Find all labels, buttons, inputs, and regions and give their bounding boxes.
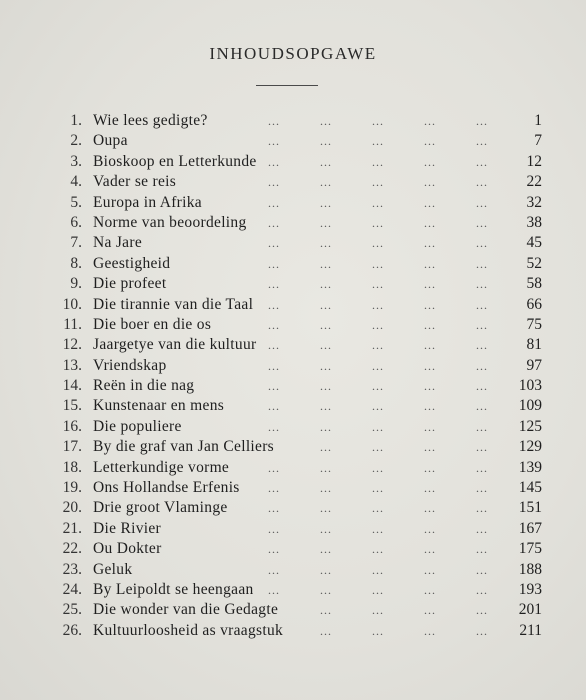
entry-page-number: 145 [518, 479, 542, 497]
toc-entry [0, 193, 586, 213]
dot-leaders: ... ... ... ... ... [268, 582, 488, 597]
entry-title: Vriendskap [93, 356, 167, 374]
dot-leaders: ... ... ... ... ... [268, 175, 488, 190]
entry-title: Ons Hollandse Erfenis [93, 479, 240, 497]
entry-title: Letterkundige vorme [93, 458, 230, 476]
dot-leaders: ... ... ... ... ... [268, 460, 488, 475]
dot-leaders: ... ... ... ... ... [268, 501, 488, 516]
dot-leaders: ... ... ... ... ... [268, 114, 488, 128]
entry-number: 21. [62, 519, 82, 537]
entry-title: Die tirannie van die Taal [93, 295, 254, 313]
entry-title: Oupa [93, 132, 128, 150]
toc-entry [0, 152, 586, 172]
dot-leaders: ... ... ... ... ... [268, 419, 488, 434]
dot-leaders: ... ... ... ... ... [268, 195, 488, 210]
entry-page-number: 45 [526, 234, 542, 252]
toc-entry [0, 498, 586, 518]
entry-number: 24. [62, 580, 82, 598]
entry-page-number: 22 [526, 173, 542, 191]
entry-page-number: 193 [518, 580, 542, 598]
page-title: INHOUDSOPGAWE [209, 44, 377, 63]
toc-entry [0, 295, 586, 315]
entry-number: 1. [70, 112, 82, 129]
entry-page-number: 103 [518, 377, 542, 395]
entry-number: 16. [62, 417, 82, 435]
entry-page-number: 109 [518, 397, 542, 415]
dot-leaders: ... ... ... ... ... [268, 277, 488, 292]
dot-leaders: ... ... ... ... [320, 603, 488, 618]
entry-number: 19. [62, 479, 82, 497]
dot-leaders: ... ... ... ... [320, 440, 488, 455]
dot-leaders: ... ... ... ... ... [268, 358, 488, 373]
dot-leaders: ... ... ... ... ... [268, 154, 488, 169]
entry-number: 5. [70, 193, 82, 211]
dot-leaders: ... ... ... ... ... [268, 256, 488, 271]
dot-leaders: ... ... ... ... ... [268, 297, 488, 312]
toc-entry [0, 335, 586, 355]
toc-entry [0, 458, 586, 478]
entry-number: 11. [63, 315, 82, 333]
dot-leaders: ... ... ... ... ... [268, 379, 488, 394]
entry-number: 9. [70, 275, 82, 293]
toc-entry [0, 580, 586, 600]
dot-leaders: ... ... ... ... ... [268, 481, 488, 496]
table-of-contents [0, 111, 586, 641]
entry-number: 17. [62, 438, 82, 456]
entry-number: 23. [62, 560, 82, 578]
entry-page-number: 58 [526, 275, 542, 293]
toc-entry [0, 172, 586, 192]
entry-number: 22. [62, 540, 82, 558]
entry-page-number: 211 [519, 621, 542, 639]
entry-title: Ou Dokter [93, 540, 162, 558]
entry-number: 18. [62, 458, 82, 476]
entry-number: 2. [70, 132, 82, 150]
entry-page-number: 125 [518, 417, 542, 435]
entry-number: 8. [70, 254, 82, 272]
entry-number: 3. [70, 152, 82, 170]
dot-leaders: ... ... ... ... ... [268, 562, 488, 577]
toc-entry [0, 111, 586, 131]
toc-entry [0, 315, 586, 335]
entry-title: By Leipoldt se heengaan [93, 580, 254, 598]
entry-page-number: 188 [518, 560, 542, 578]
toc-entry [0, 621, 586, 641]
entry-title: Geluk [93, 560, 133, 578]
entry-number: 25. [62, 601, 82, 619]
entry-number: 7. [70, 234, 82, 252]
title-underline [256, 85, 318, 86]
entry-title: Na Jare [93, 234, 143, 252]
toc-entry [0, 560, 586, 580]
entry-page-number: 32 [526, 193, 542, 211]
toc-entry [0, 519, 586, 539]
toc-entry [0, 131, 586, 151]
entry-title: Europa in Afrika [93, 193, 202, 211]
entry-page-number: 81 [526, 336, 542, 354]
dot-leaders: ... ... ... ... ... [268, 236, 488, 251]
entry-page-number: 1 [534, 112, 542, 129]
toc-entry [0, 213, 586, 233]
entry-title: Die profeet [93, 275, 167, 293]
entry-title: Die populiere [93, 417, 182, 435]
dot-leaders: ... ... ... ... ... [268, 134, 488, 149]
toc-entry [0, 233, 586, 253]
dot-leaders: ... ... ... ... ... [268, 399, 488, 414]
toc-entry [0, 600, 586, 620]
toc-entry [0, 437, 586, 457]
dot-leaders: ... ... ... ... ... [268, 215, 488, 230]
toc-entry [0, 254, 586, 274]
toc-entry [0, 539, 586, 559]
entry-number: 15. [62, 397, 82, 415]
entry-number: 6. [70, 213, 82, 231]
entry-number: 14. [62, 377, 82, 395]
toc-entry [0, 478, 586, 498]
entry-title: Die boer en die os [93, 315, 212, 333]
toc-entry [0, 356, 586, 376]
entry-page-number: 97 [526, 356, 542, 374]
entry-page-number: 66 [526, 295, 542, 313]
entry-page-number: 175 [518, 540, 542, 558]
dot-leaders: ... ... ... ... ... [268, 338, 488, 353]
dot-leaders: ... ... ... ... [320, 623, 488, 638]
entry-page-number: 129 [518, 438, 542, 456]
dot-leaders: ... ... ... ... ... [268, 317, 488, 332]
entry-title: Drie groot Vlaminge [93, 499, 228, 517]
entry-page-number: 201 [518, 601, 542, 619]
entry-number: 20. [62, 499, 82, 517]
entry-title: Kunstenaar en mens [93, 397, 225, 415]
entry-number: 26. [62, 621, 82, 639]
toc-entry [0, 396, 586, 416]
entry-page-number: 12 [526, 152, 542, 170]
entry-title: Wie lees gedigte? [93, 112, 208, 129]
entry-page-number: 7 [534, 132, 542, 150]
entry-page-number: 139 [518, 458, 542, 476]
entry-page-number: 151 [518, 499, 542, 517]
entry-page-number: 52 [526, 254, 542, 272]
entry-number: 10. [62, 295, 82, 313]
dot-leaders: ... ... ... ... ... [268, 521, 488, 536]
toc-entry [0, 274, 586, 294]
entry-title: Kultuurloosheid as vraagstuk [93, 621, 284, 639]
entry-title: Reën in die nag [93, 377, 195, 395]
entry-title: Norme van beoordeling [93, 213, 247, 231]
entry-title: Geestigheid [93, 254, 171, 272]
entry-title: Jaargetye van die kultuur [93, 336, 257, 354]
entry-title: Vader se reis [93, 173, 177, 191]
dot-leaders: ... ... ... ... ... [268, 542, 488, 557]
entry-number: 4. [70, 173, 82, 191]
toc-entry [0, 376, 586, 396]
entry-page-number: 167 [518, 519, 542, 537]
entry-title: By die graf van Jan Celliers [93, 438, 275, 456]
entry-title: Die Rivier [93, 519, 161, 537]
entry-number: 12. [62, 336, 82, 354]
toc-entry [0, 417, 586, 437]
entry-title: Die wonder van die Gedagte [93, 601, 279, 619]
entry-page-number: 75 [526, 315, 542, 333]
entry-number: 13. [62, 356, 82, 374]
entry-page-number: 38 [526, 213, 542, 231]
entry-title: Bioskoop en Letterkunde [93, 152, 257, 170]
